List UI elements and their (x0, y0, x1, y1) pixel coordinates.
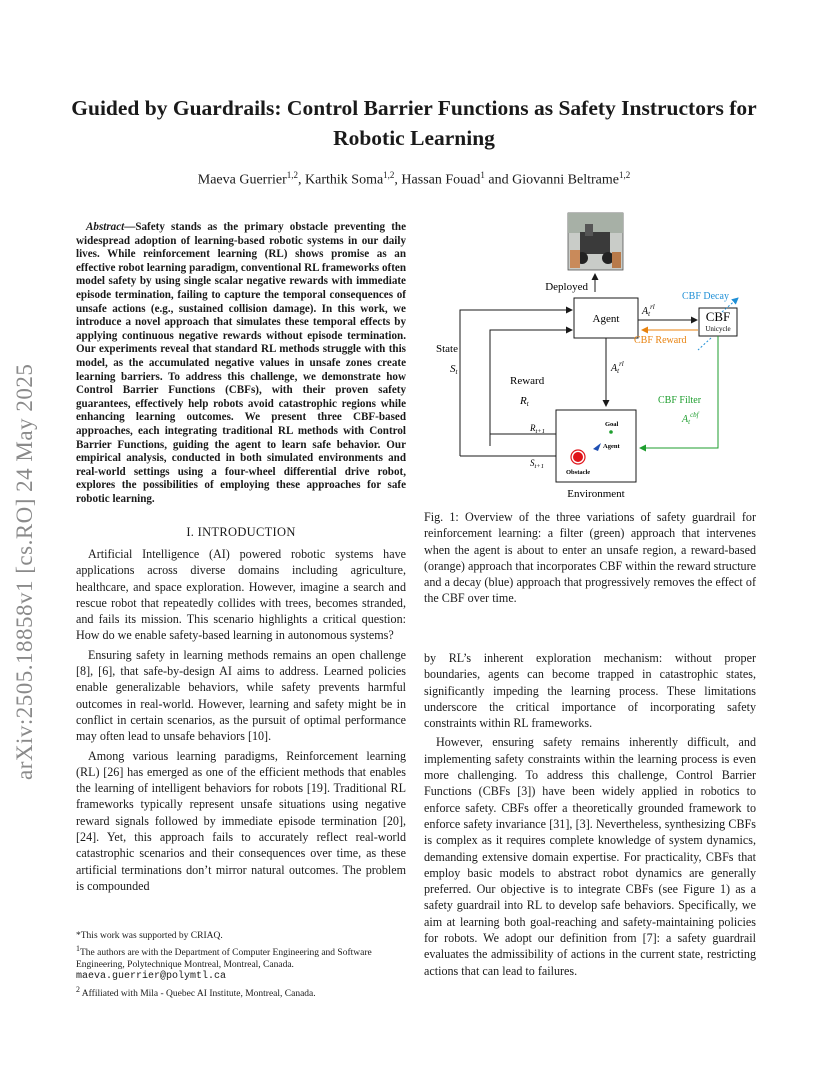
arxiv-side-stamp: arXiv:2505.18858v1 [cs.RO] 24 May 2025 (12, 363, 37, 780)
footnote-support: *This work was supported by CRIAQ. (76, 931, 223, 941)
cbf-label: CBF (705, 309, 731, 324)
deployed-label: Deployed (545, 281, 588, 293)
state-label: State (436, 343, 458, 355)
state-next-label: $S_{t+1}$ (530, 458, 544, 470)
unicycle-label: Unicycle (705, 325, 731, 333)
abstract-label: Abstract (86, 221, 125, 233)
env-agent-label: Agent (603, 443, 620, 450)
author-separator: , (394, 172, 402, 188)
abstract (76, 221, 406, 506)
author-affiliation: 1,2 (286, 170, 299, 180)
figure-1-diagram (430, 210, 760, 505)
author-email[interactable]: maeva.guerrier@polymtl.ca (76, 971, 227, 983)
goal-marker (609, 430, 613, 434)
abstract-dash: — (124, 221, 136, 233)
author-separator: , (298, 172, 306, 188)
author-name: Karthik Soma (305, 172, 384, 188)
action-rl-down-label: $A_t^{rl}$ (611, 360, 624, 375)
author-list (60, 170, 768, 189)
cbf-filter-label: CBF Filter (658, 395, 702, 406)
author-name: Maeva Guerrier (197, 172, 287, 188)
paragraph: Artificial Intelligence (AI) powered robotic systems have applications across diverse domains including agriculture, healthcare, and space exploration. However, imagine a search and rescue robot that repeatedly collides with trees, becomes stranded, and fails its mission. This scenario highlights a critical question: How do we enable safety-based learning in autonomous systems? (76, 547, 406, 643)
goal-label: Goal (605, 421, 619, 428)
author-affiliation: 1,2 (619, 170, 631, 180)
footnote-mark: 2 (76, 985, 80, 995)
obstacle-marker (573, 452, 583, 462)
agent-label: Agent (592, 313, 620, 325)
paragraph: Among various learning paradigms, Reinforcement learning (RL) [26] has emerged as one of the efficient methods that enables the learning of intelligent behaviors for robots [19]. Traditional RL frameworks typically represent unsafe situations using negative reward signals followed by immediate episode termination [20], [24]. Yet, this approach fails to accurately reflect real-world catastrophic scenarios and their consequences over time, as these artificial terminations don’t mirror natural outcomes. The problem is compounded (76, 748, 406, 893)
footnote-mark: 1 (76, 944, 80, 953)
author-name: Hassan Fouad (401, 172, 481, 188)
cbf-decay-label: CBF Decay (682, 291, 729, 302)
right-column-body (424, 650, 756, 982)
state-symbol: St (450, 363, 458, 376)
robot-photo (568, 213, 623, 270)
footnote-affiliation-2-text: Affiliated with Mila - Quebec AI Institute, Montreal, Canada. (79, 989, 316, 1000)
environment-label: Environment (567, 488, 625, 500)
cbf-reward-label: CBF Reward (634, 335, 687, 346)
author-affiliation: 1,2 (383, 170, 395, 180)
paragraph: Ensuring safety in learning methods remains an open challenge [8], [6], that safe-by-design AI aims to address. Learned policies enable generalizable behaviors, while safety prevents harmful outcomes in real-world. However, learning and safety might be in conflict in certain scenarios, as the pursuit of optimal performance may often lead to unsafe behaviors [10]. (76, 647, 406, 744)
paragraph: by RL’s inherent exploration mechanism: without proper boundaries, agents can become trapped in catastrophic states, significantly impeding the learning process. These limitations underscore the critical importance of incorporating safety constraints within RL frameworks. (424, 651, 756, 731)
reward-label: Reward (510, 375, 545, 387)
paragraph: However, ensuring safety remains inherently difficult, and implementing safety constraints within the learning process is even more challenging. To address this challenge, Control Barrier Functions (CBFs [3]) have been widely applied in robotics to enforce safety. CBFs offer a theoretically grounded framework to enforce safety invariance [31], [3]. Nevertheless, synthesizing CBFs is complex as it requires complete knowledge of system dynamics, demanding extensive domain expertise. For practicality, CBFs that employ basic models to abstract robot dynamics are generally preferred. Our objective is to integrate CBFs (see Figure 1) as a safety guardrail into RL to develop safe behaviors. Specifically, we aim at learning both goal-reaching and safety-maintaining policies for robots. We adopt our definition from [7]: a safety guardrail evaluates the admissibility of actions in the current state, restricting actions that can lead to failures. (424, 735, 756, 978)
left-column-body (76, 546, 406, 897)
abstract-text: Safety stands as the primary obstacle preventing the widespread adoption of learning-based robotic systems in our daily lives. While reinforcement learning (RL) shows promise as an effective robot learning paradigm, conventional RL frameworks often model safety by using single scalar negative rewards with immediate episode termination, failing to capture the temporal consequences of unsafe actions (e.g., sustained collision damage). In this work, we introduce a novel approach that simulates these temporal effects by applying continuous negative rewards without episode termination. Our experiments reveal that standard RL methods struggle with this model, as the accumulated negative values in unsafe zones create learning barriers. To address this challenge, we demonstrate how Control Barrier Functions (CBFs), with their proven safety guarantees, effectively help robots avoid catastrophic regions while enhancing learning outcomes. We present three CBF-based approaches, each integrating traditional RL methods with Control Barrier Functions, guiding the agent to learn safe behavior. Our empirical analysis, conducted in both simulated environments and real-world settings using a four-wheel differential drive robot, explores the possibilities of employing these approaches for safe robotic learning. (76, 221, 406, 505)
action-rl-label: $A_t^{rl}$ (642, 303, 655, 318)
reward-next-label: $R_{t+1}$ (530, 423, 545, 435)
author-name: Giovanni Beltrame (512, 172, 619, 188)
paper-title: Guided by Guardrails: Control Barrier Functions as Safety Instructors for Robotic Learning (71, 96, 757, 150)
author-separator: and (484, 172, 513, 188)
footnotes (76, 930, 406, 1001)
author-affiliation: 1 (480, 170, 485, 180)
obstacle-label: Obstacle (566, 469, 591, 476)
section-heading-introduction: I. INTRODUCTION (186, 525, 296, 539)
reward-symbol: Rt (520, 395, 529, 408)
action-cbf-label: $A_t^{cbf}$ (682, 411, 699, 426)
footnote-affiliation-1 (76, 943, 406, 983)
figure-1-caption: Fig. 1: Overview of the three variations of safety guardrail for reinforcement learning: a filter (green) approach that intervenes when the agent is about to enter an unsafe region, a reward-based (orange) approach that incorporates CBF within the reward structure and a decay (blue) approach that progressively removes the effect of the CBF over time. (424, 510, 756, 606)
footnote-affiliation-2 (76, 984, 406, 1000)
footnote-affiliation-1-text: The authors are with the Department of Computer Engineering and Software Engineering, Polytechnique Montreal, Montreal, Canada. (76, 948, 372, 971)
